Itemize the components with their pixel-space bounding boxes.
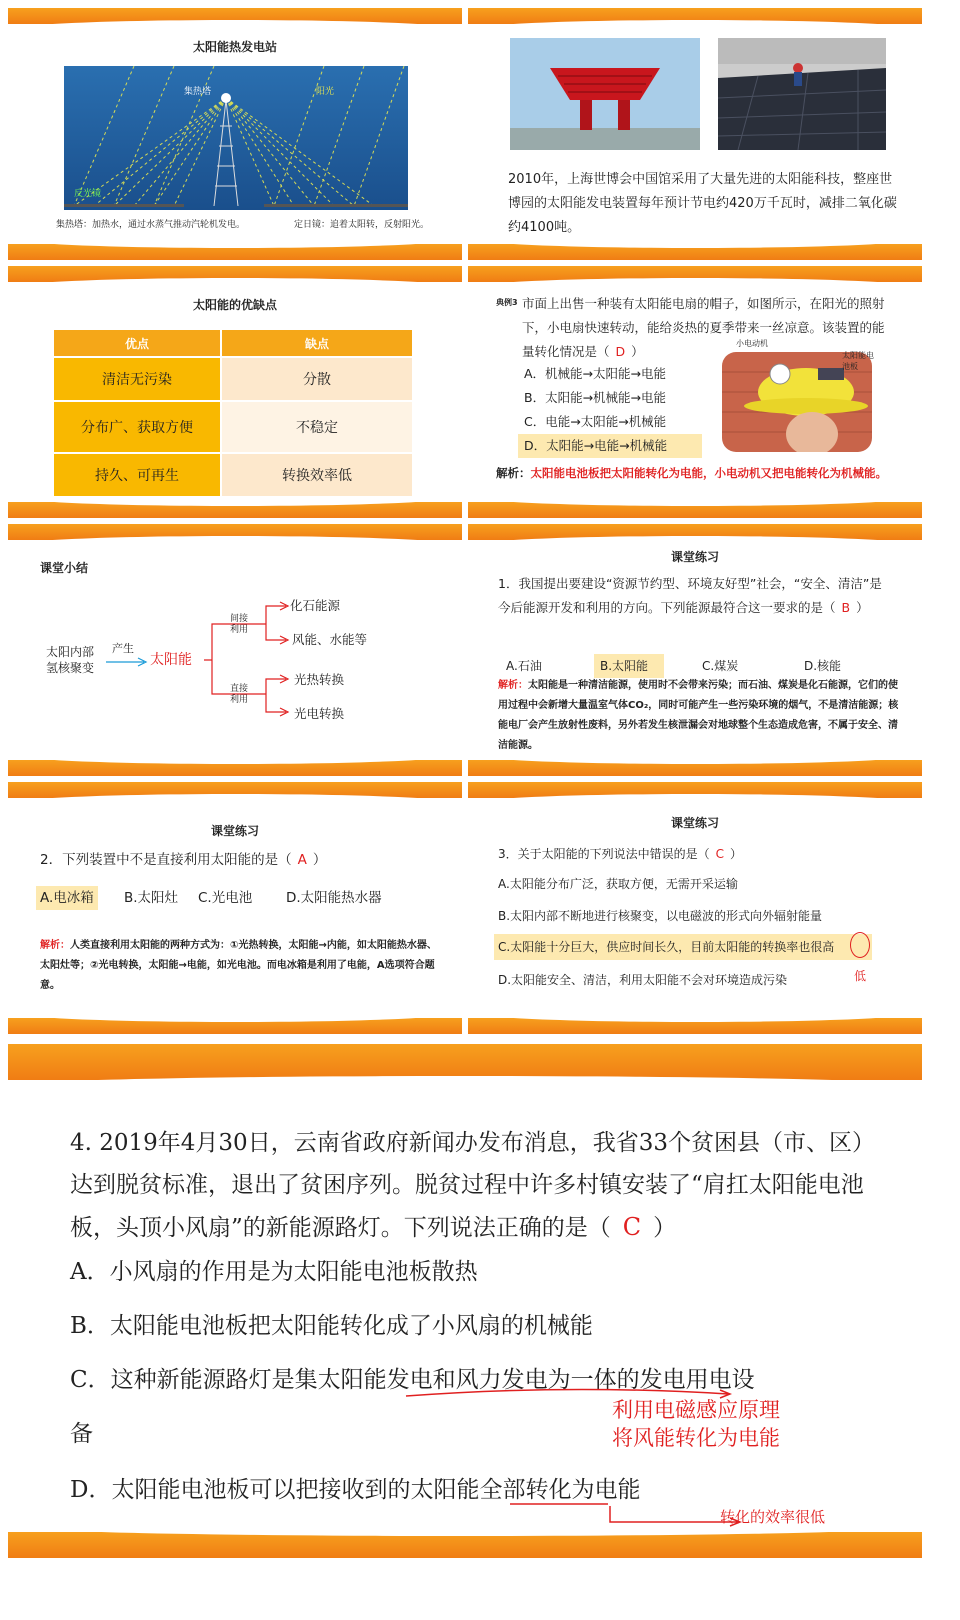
solar-panel-roof-photo bbox=[718, 38, 886, 150]
leaf-fossil: 化石能源 bbox=[290, 598, 341, 613]
practice-question: 2．下列装置中不是直接利用太阳能的是（ A ） bbox=[40, 852, 327, 868]
slide-practice-2 bbox=[8, 782, 462, 1034]
slide-solar-thermal-station bbox=[8, 8, 462, 260]
note-c-line2: 将风能转化为电能 bbox=[612, 1426, 780, 1450]
option-a: A.石油 bbox=[506, 659, 542, 673]
option-b: B．太阳能→机械能→电能 bbox=[524, 390, 667, 405]
option-c-line2: 备 bbox=[70, 1421, 93, 1447]
cons-header: 缺点 bbox=[221, 329, 413, 357]
leaf-photovoltaic: 光电转换 bbox=[294, 706, 345, 721]
source-label: 太阳内部氢核聚变 bbox=[46, 645, 95, 675]
example-tag: 典例3 bbox=[496, 298, 518, 307]
leaf-wind-water: 风能、水能等 bbox=[292, 632, 368, 647]
motor-label: 小电动机 bbox=[736, 339, 768, 348]
slide-top-band bbox=[8, 8, 462, 24]
caption-heliostat: 定日镜：追着太阳转，反射阳光。 bbox=[294, 220, 430, 230]
tower-label: 集热塔 bbox=[184, 87, 212, 97]
option-b: B.太阳内部不断地进行核聚变，以电磁波的形式向外辐射能量 bbox=[498, 909, 823, 923]
con-cell: 转换效率低 bbox=[221, 453, 413, 497]
slide-top-band bbox=[468, 782, 922, 798]
slide-top-band bbox=[8, 782, 462, 798]
slide-title: 课堂练习 bbox=[210, 824, 259, 838]
slide-top-band bbox=[468, 266, 922, 282]
answer-mark: C bbox=[622, 1213, 642, 1241]
slide-bottom-band bbox=[468, 1018, 922, 1034]
produce-label: 产生 bbox=[112, 642, 134, 655]
china-pavilion-photo bbox=[510, 38, 700, 150]
question-4: 4. 2019年4月30日，云南省政府新闻办发布消息，我省33个贫困县（市、区）达到脱贫标准，退出了贫困序列。脱贫过程中许多村镇安装了“肩扛太阳能电池板，头顶小风扇”的新能源路灯。下列说法正确的是（ C ） bbox=[70, 1130, 875, 1241]
note-d: 转化的效率很低 bbox=[720, 1508, 826, 1526]
indirect-label: 间接利用 bbox=[230, 614, 249, 635]
slide-title: 课堂练习 bbox=[670, 816, 719, 830]
slide-top-band bbox=[8, 266, 462, 282]
slide-title: 太阳能热发电站 bbox=[192, 40, 277, 54]
pro-cell: 清洁无污染 bbox=[53, 357, 221, 401]
analysis: 解析：太阳能是一种清洁能源，使用时不会带来污染；而石油、煤炭是化石能源，它们的使用过程中会新增大量温室气体CO₂，同时可能产生一些污染环境的烟气，不是清洁能源；核能电厂会产生放射性废料，另外若发生核泄漏会对地球整个生态造成危害，不属于安全、清洁能源。 bbox=[498, 680, 899, 751]
slide-top-band bbox=[468, 524, 922, 540]
option-d: D.太阳能热水器 bbox=[286, 890, 382, 906]
slide-practice-1 bbox=[468, 524, 922, 776]
slide-title: 太阳能的优缺点 bbox=[192, 298, 277, 312]
con-cell: 分散 bbox=[221, 357, 413, 401]
slide-bottom-band bbox=[8, 1018, 462, 1034]
answer-mark: C bbox=[715, 847, 725, 861]
option-c-line1: C．这种新能源路灯是集太阳能发电和风力发电为一体的发电用电设 bbox=[70, 1367, 755, 1393]
slide-pros-cons bbox=[8, 266, 462, 518]
option-c: C.太阳能十分巨大，供应时间长久，目前太阳能的转换率也很高 bbox=[494, 934, 872, 960]
analysis: 解析：太阳能电池板把太阳能转化为电能，小电动机又把电能转化为机械能。 bbox=[496, 466, 887, 480]
answer-mark: B bbox=[841, 600, 851, 615]
note-c-line1: 利用电磁感应原理 bbox=[612, 1398, 780, 1422]
option-b: B.太阳能 bbox=[594, 654, 664, 678]
slide-bottom-band bbox=[468, 502, 922, 518]
slide-bottom-band bbox=[8, 502, 462, 518]
direct-label: 直接利用 bbox=[230, 684, 249, 705]
slide-example-3 bbox=[468, 266, 922, 518]
slide-bottom-band bbox=[8, 244, 462, 260]
option-d: D.核能 bbox=[804, 659, 842, 673]
solar-tower-diagram bbox=[64, 66, 408, 210]
slide-top-band bbox=[468, 8, 922, 24]
slide-title: 课堂小结 bbox=[40, 561, 89, 575]
option-c: C．电能→太阳能→机械能 bbox=[524, 414, 667, 429]
example-question: 市面上出售一种装有太阳能电扇的帽子，如图所示，在阳光的照射下，小电扇快速转动，能给炎热的夏季带来一丝凉意。该装置的能量转化情况是（ D ） bbox=[522, 296, 885, 359]
slide-bottom-band bbox=[468, 244, 922, 260]
practice-question: 1．我国提出要建设“资源节约型、环境友好型”社会，“安全、清洁”是今后能源开发和利用的方向。下列能源最符合这一要求的是（ B ） bbox=[498, 576, 882, 615]
slide-practice-4 bbox=[8, 1044, 922, 1558]
pros-cons-table bbox=[52, 328, 414, 498]
practice-question: 3．关于太阳能的下列说法中错误的是（ C ） bbox=[498, 847, 743, 861]
slide-title: 课堂练习 bbox=[670, 550, 719, 564]
answer-mark: D bbox=[615, 344, 626, 359]
option-a: A．小风扇的作用是为太阳能电池板散热 bbox=[70, 1259, 478, 1285]
sunlight-label: 阳光 bbox=[316, 87, 335, 97]
slide-practice-3 bbox=[468, 782, 922, 1034]
option-d: D.太阳能安全、清洁，利用太阳能不会对环境造成污染 bbox=[498, 973, 788, 987]
option-b: B．太阳能电池板把太阳能转化成了小风扇的机械能 bbox=[70, 1313, 593, 1339]
option-d: D．太阳能电池板可以把接收到的太阳能全部转化为电能 bbox=[70, 1477, 641, 1503]
panel-label: 太阳能电池板 bbox=[842, 351, 874, 371]
caption-tower: 集热塔：加热水，通过水蒸气推动汽轮机发电。 bbox=[56, 220, 246, 230]
pro-cell: 持久、可再生 bbox=[53, 453, 221, 497]
analysis: 解析：人类直接利用太阳能的两种方式为：①光热转换，太阳能→内能，如太阳能热水器、太阳灶等；②光电转换，太阳能→电能，如光电池。而电冰箱是利用了电能，A选项符合题意。 bbox=[40, 940, 437, 991]
answer-mark: A bbox=[297, 852, 307, 868]
option-a: A.太阳能分布广泛，获取方便，无需开采运输 bbox=[498, 877, 738, 891]
option-c: C.煤炭 bbox=[702, 659, 739, 673]
slide-summary bbox=[8, 524, 462, 776]
option-a: A．机械能→太阳能→电能 bbox=[524, 366, 666, 381]
slide-bottom-band bbox=[468, 760, 922, 776]
mirror-label: 反光镜 bbox=[74, 189, 102, 199]
option-a: A.电冰箱 bbox=[36, 886, 98, 910]
pro-cell: 分布广、获取方便 bbox=[53, 401, 221, 453]
slide-expo-pavilion bbox=[468, 8, 922, 260]
correction-note: 低 bbox=[854, 969, 867, 983]
center-node: 太阳能 bbox=[150, 652, 192, 668]
expo-description: 2010年，上海世博会中国馆采用了大量先进的太阳能科技，整座世博园的太阳能发电装置每年预计节电约420万千瓦时，减排二氧化碳约4100吨。 bbox=[508, 172, 897, 235]
option-d: D．太阳能→电能→机械能 bbox=[518, 434, 702, 458]
option-b: B.太阳灶 bbox=[124, 890, 179, 906]
leaf-photothermal: 光热转换 bbox=[294, 672, 345, 687]
con-cell: 不稳定 bbox=[221, 401, 413, 453]
circle-mark bbox=[850, 932, 870, 958]
pros-header: 优点 bbox=[53, 329, 221, 357]
option-c: C.光电池 bbox=[198, 890, 253, 906]
